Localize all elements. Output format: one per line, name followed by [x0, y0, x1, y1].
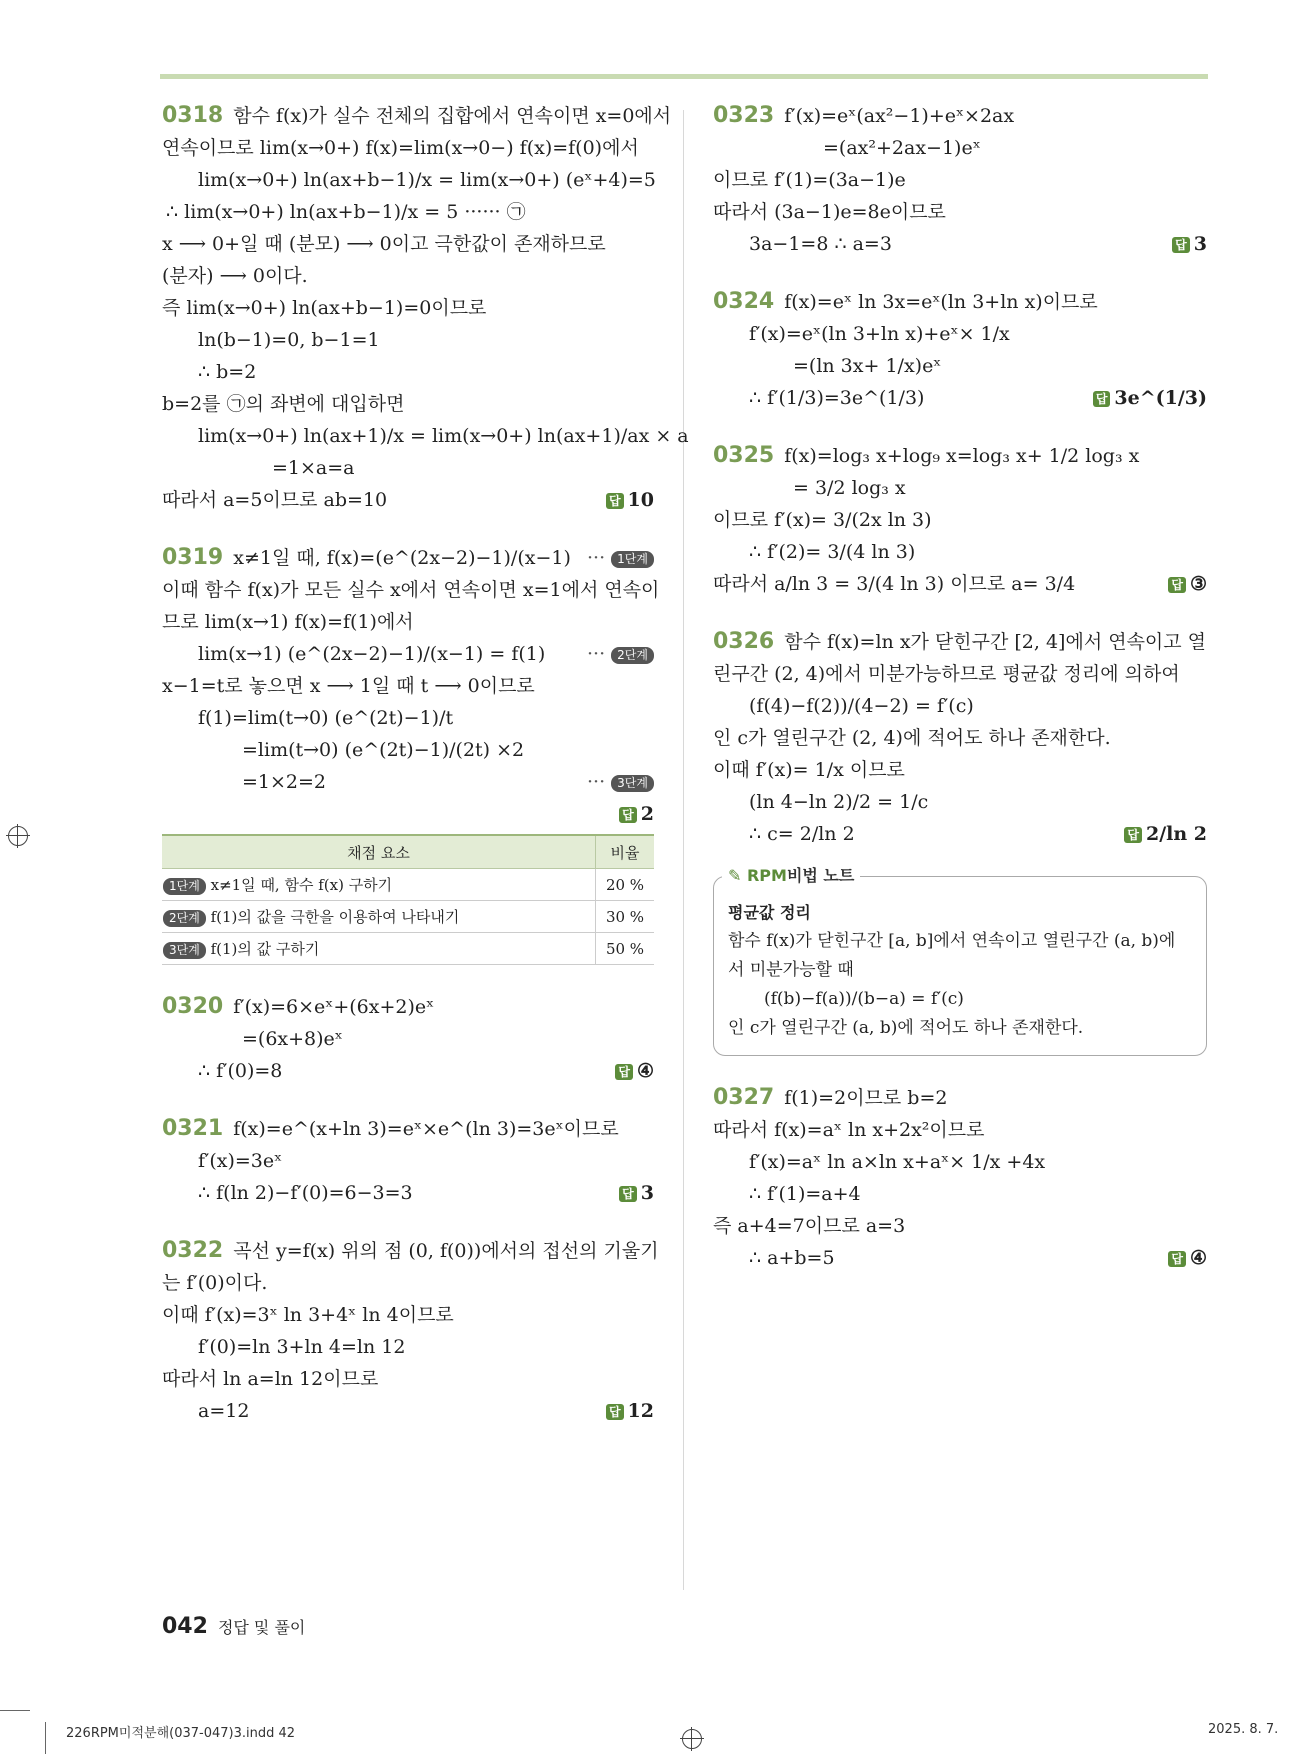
solution-line: 따라서 a/ln 3 = 3/(4 ln 3) 이므로 a= 3/4 — [713, 573, 1076, 595]
top-rule — [160, 74, 1208, 79]
solution-line: 이때 f′(x)=3ˣ ln 3+4ˣ ln 4이므로 — [162, 1304, 454, 1326]
right-column — [713, 100, 1207, 1300]
page-footer — [162, 1614, 305, 1639]
solution-line: a=12 — [198, 1400, 250, 1422]
scoring-table — [162, 834, 654, 965]
solution-line: ∴ f′(0)=8 — [198, 1060, 283, 1082]
tip-line: 함수 f(x)가 닫힌구간 [a, b]에서 연속이고 열린구간 (a, b)에 — [728, 931, 1176, 951]
answer-value: 3 — [640, 1182, 654, 1204]
tip-label: 비법 노트 — [786, 866, 855, 885]
answer-badge: 답 — [619, 807, 637, 823]
table-cell: 50 % — [596, 933, 655, 965]
table-cell: f(1)의 값 구하기 — [210, 940, 320, 958]
answer-value: 2/ln 2 — [1145, 823, 1207, 845]
solution-line: 함수 f(x)=ln x가 닫힌구간 [2, 4]에서 연속이고 열 — [784, 631, 1207, 653]
solution-line: =(ln 3x+ 1/x)eˣ — [793, 355, 942, 377]
solution-line: 린구간 (2, 4)에서 미분가능하므로 평균값 정리에 의하여 — [713, 663, 1180, 685]
answer-value: ③ — [1189, 573, 1207, 595]
solution-line: f(1)=2이므로 b=2 — [784, 1087, 948, 1109]
step-badge: 3단계 — [611, 775, 654, 792]
solution-line: f′(x)=eˣ(ln 3+ln x)+eˣ× 1/x — [749, 323, 1010, 345]
solution-line: ∴ f′(1/3)=3e^(1/3) — [749, 387, 925, 409]
solution-line: 따라서 a=5이므로 ab=10 — [162, 489, 388, 511]
registration-mark-icon — [8, 826, 28, 846]
problem-number: 0321 — [162, 1116, 224, 1141]
solution-line: 즉 a+4=7이므로 a=3 — [713, 1215, 906, 1237]
column-divider — [683, 110, 684, 1590]
solution-line: 인 c가 열린구간 (2, 4)에 적어도 하나 존재한다. — [713, 727, 1111, 749]
left-column — [162, 100, 689, 1453]
solution-line: (분자) ⟶ 0이다. — [162, 265, 308, 287]
table-row — [162, 933, 654, 965]
problem-0321 — [162, 1113, 654, 1209]
step-badge: 1단계 — [611, 551, 654, 568]
answer-badge: 답 — [619, 1186, 637, 1202]
solution-line: 3a−1=8 ∴ a=3 — [749, 233, 892, 255]
problem-number: 0327 — [713, 1085, 775, 1110]
solution-line: f′(x)=eˣ(ax²−1)+eˣ×2ax — [784, 105, 1015, 127]
solution-line: 따라서 f(x)=aˣ ln x+2x²이므로 — [713, 1119, 985, 1141]
solution-line: f(x)=log₃ x+log₉ x=log₃ x+ 1/2 log₃ x — [784, 445, 1140, 467]
problem-number: 0326 — [713, 629, 775, 654]
answer-value: 12 — [627, 1400, 654, 1422]
tip-title: 평균값 정리 — [728, 903, 811, 922]
answer — [606, 484, 654, 516]
table-header: 비율 — [596, 835, 655, 869]
solution-line: x−1=t로 놓으면 x ⟶ 1일 때 t ⟶ 0이므로 — [162, 675, 535, 697]
solution-line: f′(x)=3eˣ — [198, 1150, 283, 1172]
step-badge: 2단계 — [163, 910, 206, 927]
answer-badge: 답 — [615, 1064, 633, 1080]
table-row — [162, 869, 654, 901]
solution-line: 즉 lim(x→0+) ln(ax+b−1)=0이므로 — [162, 297, 487, 319]
table-row — [162, 901, 654, 933]
solution-line: 이므로 f′(x)= 3/(2x ln 3) — [713, 509, 932, 531]
problem-number: 0323 — [713, 103, 775, 128]
problem-number: 0322 — [162, 1238, 224, 1263]
solution-line: f(1)=lim(t→0) (e^(2t)−1)/t — [198, 707, 454, 729]
tip-line: 서 미분가능할 때 — [728, 960, 854, 980]
step-badge: 3단계 — [163, 942, 206, 959]
problem-0324 — [713, 286, 1207, 414]
problem-number: 0319 — [162, 545, 224, 570]
solution-line: x ⟶ 0+일 때 (분모) ⟶ 0이고 극한값이 존재하므로 — [162, 233, 606, 255]
problem-0319: 0319 x≠1일 때, f(x)=(e^(2x−2)−1)/(x−1) ··· 1단계 이때 함수 f(x)가 모든 실수 x에서 연속이면 x=1에서 연속이 므로 lim(x→1) f(x)=f(1)에서 lim(x→1) (e^(2x−2)−1)/(x−1) = f(1) ··· 2단계 x−1=t로 놓으면 x ⟶ 1일 때 t ⟶ 0이므로 f(1)=lim(t→0) (e^(2t)−1)/t =lim(t→0) (e^(2t)−1)/(2t) ×2 =1×2=2 ··· 3단계 답 2 채점 요소 비율 1단계 x≠1일 때, 함수 f(x) 구하기 20 % 2단계 f(1)의 값을 극한을 이용하여 나타내기 30 % 3단계 f(1)의 값 구하기 50 % — [162, 542, 654, 965]
solution-line: b=2를 ㉠의 좌변에 대입하면 — [162, 393, 405, 415]
crop-mark — [0, 1710, 30, 1711]
registration-mark-icon — [682, 1729, 702, 1749]
problem-number: 0325 — [713, 443, 775, 468]
problem-0322 — [162, 1235, 659, 1427]
solution-line: f′(x)=6×eˣ+(6x+2)eˣ — [233, 996, 435, 1018]
solution-line: 이므로 f′(1)=(3a−1)e — [713, 169, 906, 191]
solution-line: (f(4)−f(2))/(4−2) = f′(c) — [749, 695, 974, 717]
solution-line: =1×2=2 — [242, 771, 327, 793]
solution-line: lim(x→0+) ln(ax+1)/x = lim(x→0+) ln(ax+1)/ax × a — [198, 425, 689, 447]
answer-badge: 답 — [1124, 827, 1142, 843]
crop-mark — [45, 1722, 46, 1754]
solution-line: =lim(t→0) (e^(2t)−1)/(2t) ×2 — [242, 739, 525, 761]
solution-line: =(ax²+2ax−1)eˣ — [823, 137, 981, 159]
solution-line: ∴ c= 2/ln 2 — [749, 823, 855, 845]
problem-number: 0324 — [713, 289, 775, 314]
answer-value: 3e^(1/3) — [1114, 387, 1207, 409]
solution-line: ∴ f′(2)= 3/(4 ln 3) — [749, 541, 916, 563]
step-badge: 2단계 — [611, 647, 654, 664]
answer-badge: 답 — [1172, 237, 1190, 253]
table-cell: f(1)의 값을 극한을 이용하여 나타내기 — [210, 908, 460, 926]
solution-line: lim(x→1) (e^(2x−2)−1)/(x−1) = f(1) — [198, 643, 546, 665]
answer-value: 3 — [1193, 233, 1207, 255]
rpm-tip-box — [713, 866, 1207, 1056]
answer-badge: 답 — [1168, 1251, 1186, 1267]
solution-line: f′(0)=ln 3+ln 4=ln 12 — [198, 1336, 406, 1358]
problem-number: 0318 — [162, 103, 224, 128]
page-number: 042 — [162, 1614, 208, 1639]
table-cell: x≠1일 때, 함수 f(x) 구하기 — [210, 876, 393, 894]
solution-line: ∴ b=2 — [198, 361, 257, 383]
solution-line: x≠1일 때, f(x)=(e^(2x−2)−1)/(x−1) — [233, 547, 571, 569]
step-badge: 1단계 — [163, 878, 206, 895]
problem-0327 — [713, 1082, 1207, 1274]
answer-value: ④ — [636, 1060, 654, 1082]
solution-line: 이때 f′(x)= 1/x 이므로 — [713, 759, 905, 781]
solution-line: 이때 함수 f(x)가 모든 실수 x에서 연속이면 x=1에서 연속이 — [162, 579, 660, 601]
problem-0326 — [713, 626, 1207, 1056]
tip-box-header: ✎ RPM비법 노트 — [722, 863, 860, 886]
solution-line: 는 f′(0)이다. — [162, 1272, 268, 1294]
solution-line: ∴ lim(x→0+) ln(ax+b−1)/x = 5 ······ ㉠ — [166, 201, 526, 223]
solution-line: f(x)=e^(x+ln 3)=eˣ×e^(ln 3)=3eˣ이므로 — [233, 1118, 619, 1140]
answer-value: ④ — [1189, 1247, 1207, 1269]
table-header: 채점 요소 — [162, 835, 596, 869]
solution-line: 함수 f(x)가 실수 전체의 집합에서 연속이면 x=0에서 — [233, 105, 672, 127]
problem-0325 — [713, 440, 1207, 600]
answer-badge: 답 — [1168, 577, 1186, 593]
solution-line: 므로 lim(x→1) f(x)=f(1)에서 — [162, 611, 414, 633]
tip-brand: RPM — [746, 866, 787, 885]
solution-line: (ln 4−ln 2)/2 = 1/c — [749, 791, 929, 813]
tip-line: (f(b)−f(a))/(b−a) = f′(c) — [764, 989, 964, 1009]
print-slug-file: 226RPM미적분해(037-047)3.indd 42 — [66, 1726, 296, 1741]
solution-line: ∴ f(ln 2)−f′(0)=6−3=3 — [198, 1182, 413, 1204]
solution-line: 따라서 (3a−1)e=8e이므로 — [713, 201, 946, 223]
solution-line: = 3/2 log₃ x — [793, 477, 906, 499]
solution-line: lim(x→0+) ln(ax+b−1)/x = lim(x→0+) (eˣ+4)=5 — [198, 169, 656, 191]
answer-badge: 답 — [606, 493, 624, 509]
solution-line: =(6x+8)eˣ — [242, 1028, 343, 1050]
solution-line: ln(b−1)=0, b−1=1 — [198, 329, 380, 351]
page-section-title: 정답 및 풀이 — [217, 1618, 306, 1637]
answer-value: 10 — [627, 489, 654, 511]
answer-value: 2 — [640, 803, 654, 825]
answer-badge: 답 — [606, 1404, 624, 1420]
problem-number: 0320 — [162, 994, 224, 1019]
solution-line: f(x)=eˣ ln 3x=eˣ(ln 3+ln x)이므로 — [784, 291, 1098, 313]
solution-line: f′(x)=aˣ ln a×ln x+aˣ× 1/x +4x — [749, 1151, 1046, 1173]
problem-0320 — [162, 991, 654, 1087]
solution-line: 곡선 y=f(x) 위의 점 (0, f(0))에서의 접선의 기울기 — [233, 1240, 659, 1262]
problem-0323 — [713, 100, 1207, 260]
table-cell: 30 % — [596, 901, 655, 933]
tip-line: 인 c가 열린구간 (a, b)에 적어도 하나 존재한다. — [728, 1018, 1084, 1038]
answer-badge: 답 — [1093, 391, 1111, 407]
problem-0318 — [162, 100, 689, 516]
solution-line: ∴ f′(1)=a+4 — [749, 1183, 861, 1205]
solution-line: 연속이므로 lim(x→0+) f(x)=lim(x→0−) f(x)=f(0)에서 — [162, 137, 639, 159]
table-cell: 20 % — [596, 869, 655, 901]
solution-line: ∴ a+b=5 — [749, 1247, 835, 1269]
print-slug-date: 2025. 8. 7. — [1208, 1722, 1279, 1737]
solution-line: =1×a=a — [272, 457, 355, 479]
solution-line: 따라서 ln a=ln 12이므로 — [162, 1368, 379, 1390]
